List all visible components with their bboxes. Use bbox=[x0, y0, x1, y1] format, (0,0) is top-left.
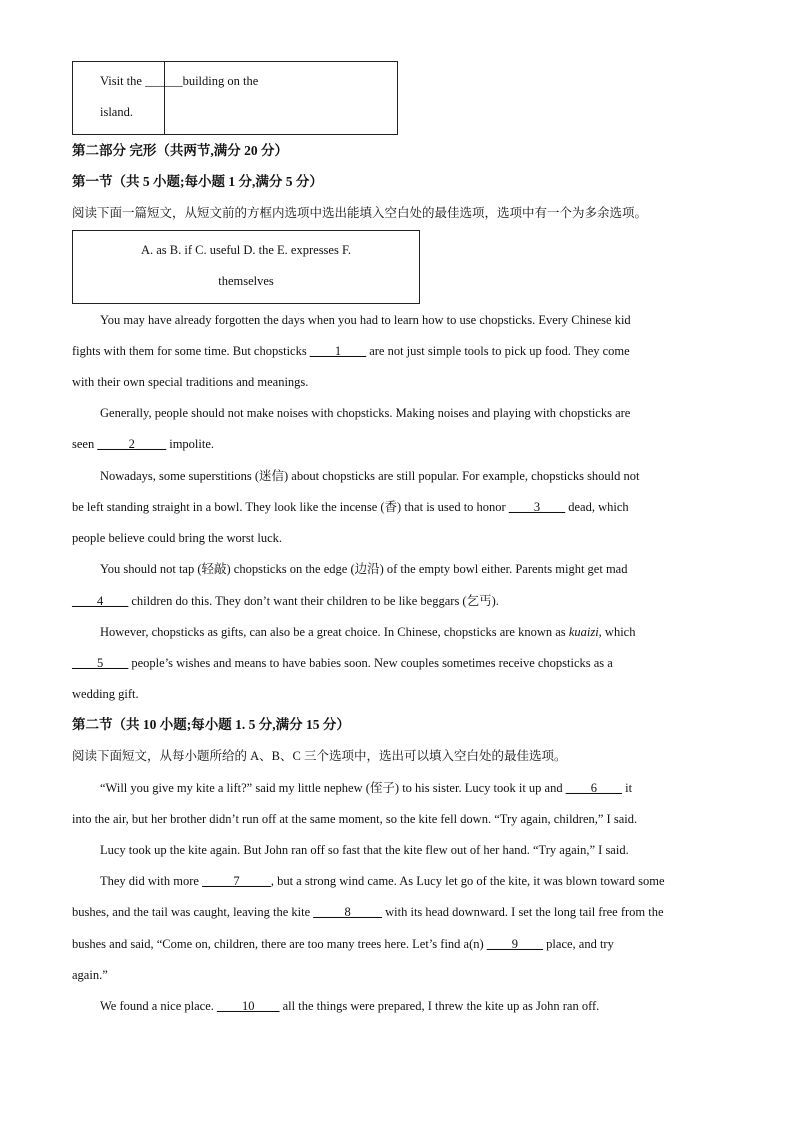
italic-word: kuaizi bbox=[568, 625, 599, 639]
passage2-line bbox=[100, 780, 632, 796]
blank-8[interactable]: _____8_____ bbox=[313, 905, 383, 919]
text: place, and try bbox=[543, 937, 614, 951]
passage1-line bbox=[72, 343, 630, 359]
text: “Will you give my kite a lift?” said my little nephew (侄子) to his sister. Lucy took it up and bbox=[100, 781, 566, 795]
passage1-line bbox=[72, 499, 629, 515]
blank-6[interactable]: ____6____ bbox=[565, 781, 622, 795]
text: bushes, and the tail was caught, leaving the kite bbox=[72, 905, 314, 919]
passage1-line: Nowadays, some superstitions (迷信) about chopsticks are still popular. For example, chopsticks should not bbox=[100, 469, 640, 483]
options-line1: A. as B. if C. useful D. the E. expresses F. bbox=[140, 243, 352, 257]
passage1-line bbox=[100, 624, 635, 640]
text: are not just simple tools to pick up food. They come bbox=[366, 344, 630, 358]
options-box bbox=[72, 230, 420, 304]
text: people’s wishes and means to have babies soon. New couples sometimes receive chopsticks as a bbox=[128, 656, 613, 670]
text: They did with more bbox=[100, 874, 203, 888]
blank-2[interactable]: _____2_____ bbox=[97, 437, 167, 451]
passage1-line bbox=[72, 593, 499, 609]
text: be left standing straight in a bowl. They look like the incense (香) that is used to honor bbox=[72, 500, 509, 514]
text: , which bbox=[598, 625, 636, 639]
blank-4[interactable]: ____4____ bbox=[72, 594, 129, 608]
passage1-line: wedding gift. bbox=[72, 687, 139, 701]
options-line2: themselves bbox=[218, 274, 274, 288]
blank-3[interactable]: ____3____ bbox=[508, 500, 566, 514]
passage1-line: Generally, people should not make noises with chopsticks. Making noises and playing with chopsticks are bbox=[100, 406, 631, 420]
table-cell-line1: Visit the ______building on the bbox=[100, 74, 259, 88]
passage1-line: You should not tap (轻敲) chopsticks on the edge (边沿) of the empty bowl either. Parents might get mad bbox=[100, 562, 628, 576]
passage2-line: again.” bbox=[72, 968, 108, 982]
passage2-line bbox=[72, 936, 614, 952]
text: bushes and said, “Come on, children, there are too many trees here. Let’s find a(n) bbox=[72, 937, 487, 951]
text: , but a strong wind came. As Lucy let go of the kite, it was blown toward some bbox=[270, 874, 665, 888]
text: dead, which bbox=[565, 500, 629, 514]
blank-7[interactable]: _____7_____ bbox=[202, 874, 271, 888]
passage2-line bbox=[100, 873, 665, 889]
passage1-line bbox=[72, 655, 613, 671]
text: seen bbox=[72, 437, 98, 451]
passage2-line: into the air, but her brother didn’t run off at the same moment, so the kite fell down. “Try again, children,” I said. bbox=[72, 812, 638, 826]
blank-9[interactable]: ____9____ bbox=[486, 937, 544, 951]
table-cell-line2: island. bbox=[100, 105, 133, 119]
text: all the things were prepared, I threw the kite up as John ran off. bbox=[279, 999, 600, 1013]
section1-heading: 第一节（共 5 小题;每小题 1 分,满分 5 分） bbox=[72, 174, 323, 189]
passage1-line bbox=[72, 436, 214, 452]
blank-10[interactable]: ____10____ bbox=[217, 999, 280, 1013]
passage2-line: Lucy took up the kite again. But John ran off so fast that the kite flew out of her hand. “Try again,” I said. bbox=[100, 843, 629, 857]
passage2-line bbox=[72, 904, 664, 920]
section1-instruction: 阅读下面一篇短文，从短文前的方框内选项中选出能填入空白处的最佳选项，选项中有一个为多余选项。 bbox=[72, 206, 648, 220]
passage1-line: You may have already forgotten the days when you had to learn how to use chopsticks. Every Chinese kid bbox=[100, 313, 631, 327]
text: children do this. They don’t want their children to be like beggars (乞丐). bbox=[128, 594, 499, 608]
text: with its head downward. I set the long tail free from the bbox=[382, 905, 664, 919]
text: impolite. bbox=[166, 437, 215, 451]
blank-5[interactable]: ____5____ bbox=[72, 656, 129, 670]
blank-1[interactable]: ____1____ bbox=[309, 344, 367, 358]
table-divider bbox=[164, 62, 165, 134]
passage2-line bbox=[100, 998, 599, 1014]
text: fights with them for some time. But chopsticks bbox=[72, 344, 310, 358]
section2-instruction: 阅读下面短文，从每小题所给的 A、B、C 三个选项中，选出可以填入空白处的最佳选项。 bbox=[72, 749, 567, 763]
answer-table bbox=[72, 61, 398, 135]
text: it bbox=[621, 781, 633, 795]
text: We found a nice place. bbox=[100, 999, 217, 1013]
part2-heading: 第二部分 完形（共两节,满分 20 分） bbox=[72, 143, 288, 158]
passage1-line: people believe could bring the worst luck. bbox=[72, 531, 283, 545]
section2-heading: 第二节（共 10 小题;每小题 1. 5 分,满分 15 分） bbox=[72, 717, 350, 732]
text: However, chopsticks as gifts, can also be a great choice. In Chinese, chopsticks are known as bbox=[100, 625, 569, 639]
passage1-line: with their own special traditions and meanings. bbox=[72, 375, 309, 389]
